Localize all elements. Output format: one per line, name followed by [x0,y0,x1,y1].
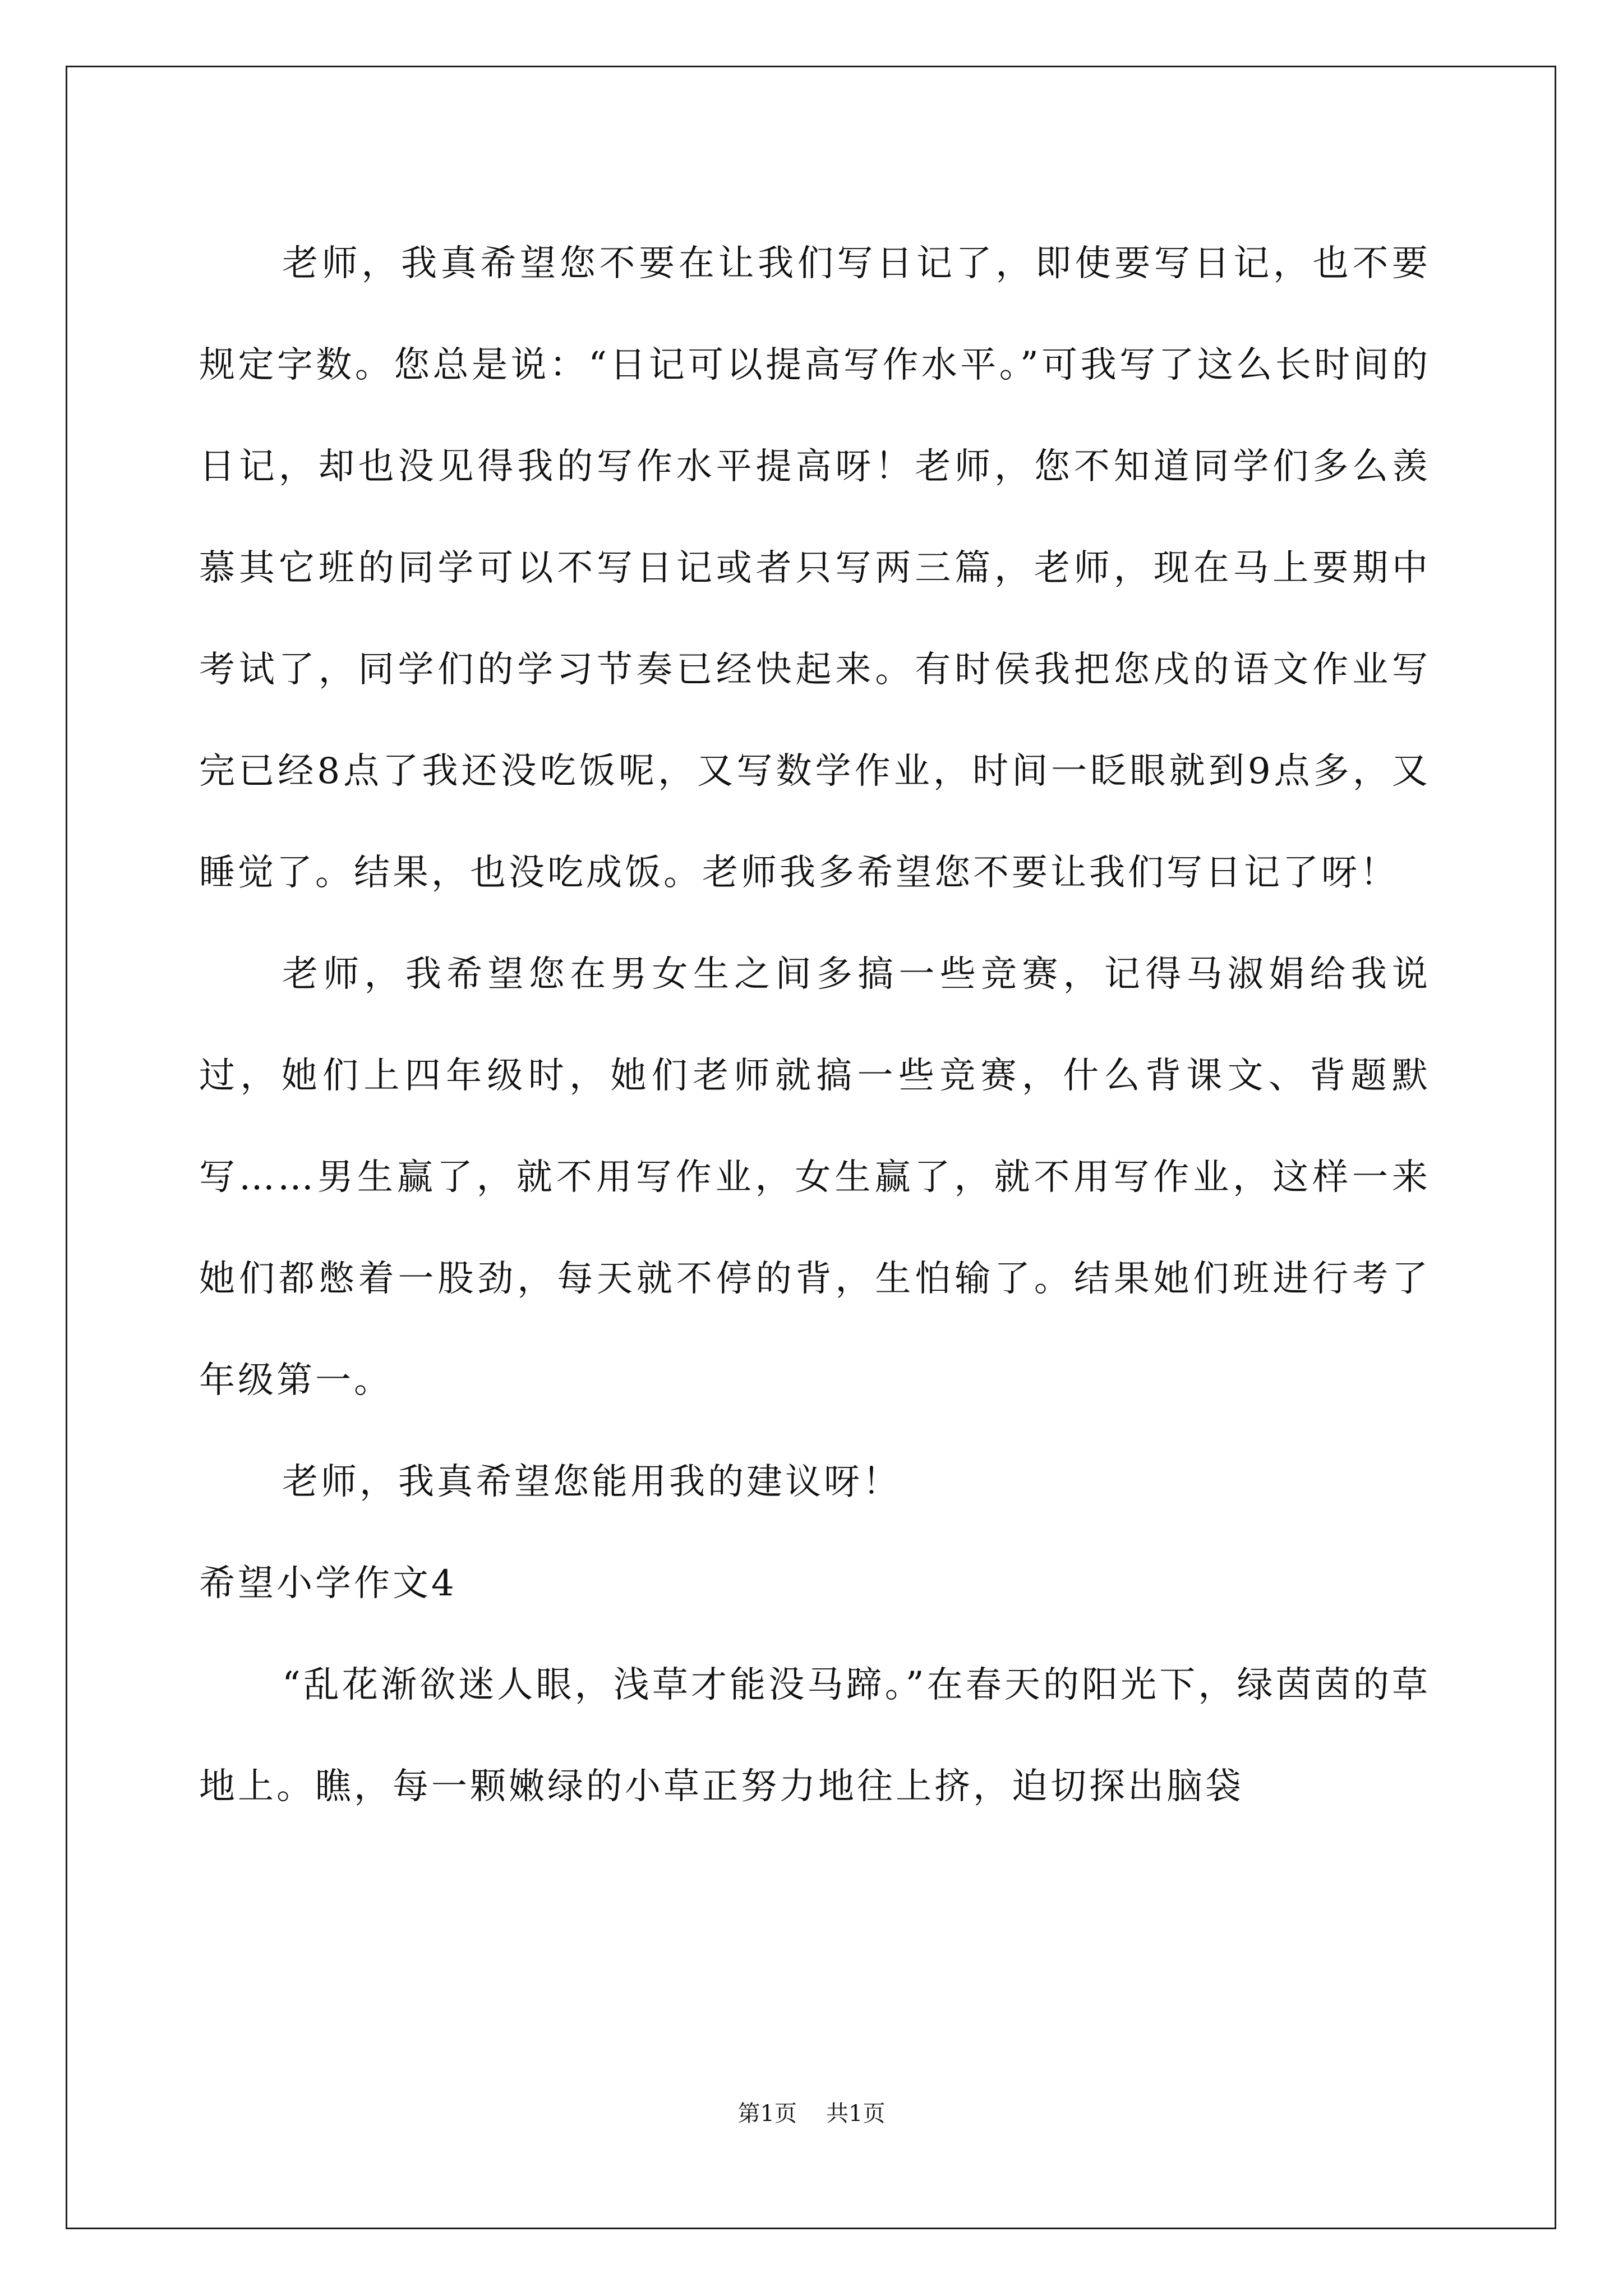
paragraph: “乱花渐欲迷人眼，浅草才能没马蹄。”在春天的阳光下，绿茵茵的草地上。瞧，每一颗嫩绿的小草正努力地往上挤，迫切探出脑袋 [199,1664,1431,1807]
document-body [199,213,1431,1838]
total-pages: 共1页 [826,2101,886,2127]
page-footer [0,2097,1623,2131]
page-number: 第1页 [737,2101,797,2127]
paragraph: 老师，我希望您在男女生之间多搞一些竞赛，记得马淑娟给我说过，她们上四年级时，她们老师就搞一些竞赛，什么背课文、背题默写……男生赢了，就不用写作业，女生赢了，就不用写作业，这样一来她们都憋着一股劲，每天就不停的背，生怕输了。结果她们班进行考了年级第一。 [199,954,1431,1401]
paragraph: 老师，我真希望您能用我的建议呀！ [282,1461,901,1503]
paragraph: 老师，我真希望您不要在让我们写日记了，即使要写日记，也不要规定字数。您总是说：“日记可以提高写作水平。”可我写了这么长时间的日记，却也没见得我的写作水平提高呀！老师，您不知道同学们多么羡慕其它班的同学可以不写日记或者只写两三篇，老师，现在马上要期中考试了，同学们的学习节奏已经快起来。有时侯我把您戌的语文作业写完已经8点了我还没吃饭呢，又写数学作业，时间一眨眼就到9点多，又睡觉了。结果，也没吃成饭。老师我多希望您不要让我们写日记了呀！ [199,243,1431,894]
section-heading: 希望小学作文4 [199,1563,457,1604]
